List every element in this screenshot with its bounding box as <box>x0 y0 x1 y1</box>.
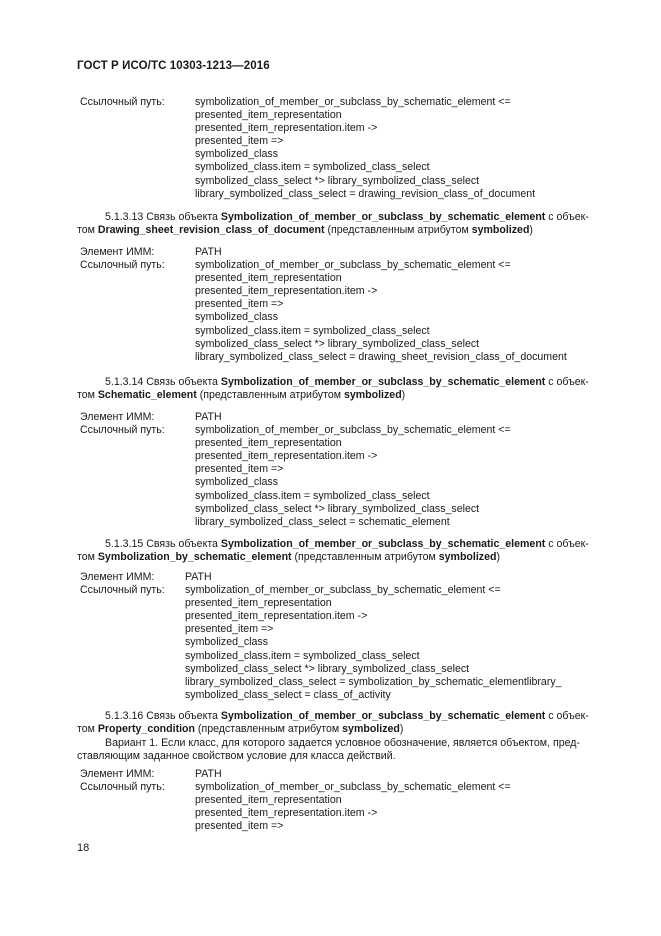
ref-path-line: presented_item_representation <box>195 437 342 450</box>
element-value: PATH <box>195 768 222 780</box>
ref-path-line: presented_item_representation.item -> <box>185 610 368 623</box>
entity-name: Symbolization_of_member_or_subclass_by_schematic_element <box>220 710 546 722</box>
ref-path-line: symbolized_class_select *> library_symbolized_class_select <box>185 662 470 675</box>
attribute-name: symbolized <box>471 224 530 237</box>
ref-path-row <box>77 781 622 794</box>
ref-path-line: symbolized_class <box>195 148 279 161</box>
element-value: PATH <box>195 411 222 423</box>
ref-path-label: Ссылочный путь: <box>80 584 165 597</box>
target-entity-name: Schematic_element <box>97 389 197 402</box>
mapping-block-5-1-3-15 <box>77 571 622 702</box>
attribute-name: symbolized <box>342 723 400 736</box>
ref-path-line: presented_item_representation.item -> <box>195 122 378 135</box>
section-5-1-3-13-heading: 5.1.3.13 Связь объекта Symbolization_of_member_or_subclass_by_schematic_element с объек- том Drawing_sheet_revision_class_of_document (представленным атрибутом symbolized) <box>77 211 589 237</box>
ref-path-line: library_symbolized_class_select = drawing_sheet_revision_class_of_document <box>195 350 567 363</box>
ref-path-line: symbolization_of_member_or_subclass_by_schematic_element <= <box>195 96 511 108</box>
mapping-block-5-1-3-13 <box>77 246 622 364</box>
ref-path-line: presented_item_representation.item -> <box>195 285 378 298</box>
ref-path-line: presented_item_representation <box>195 109 342 122</box>
ref-path-line: symbolized_class.item = symbolized_class_select <box>195 161 430 174</box>
entity-name: Symbolization_of_member_or_subclass_by_schematic_element <box>220 376 546 388</box>
ref-path-row <box>77 96 622 109</box>
element-row <box>77 246 622 259</box>
section-5-1-3-15-heading: 5.1.3.15 Связь объекта Symbolization_of_member_or_subclass_by_schematic_element с объек- том Symbolization_by_schematic_element (представленным атрибутом symbolized) <box>77 538 589 564</box>
ref-path-line: symbolized_class.item = symbolized_class_select <box>195 489 430 502</box>
ref-path-line: symbolization_of_member_or_subclass_by_schematic_element <= <box>195 424 511 437</box>
ref-path-line: presented_item => <box>195 298 284 311</box>
ref-path-line: library_symbolized_class_select = symbolization_by_schematic_elementlibrary_ <box>185 675 562 688</box>
ref-path-line: presented_item_representation <box>185 597 332 610</box>
ref-path-line: symbolized_class.item = symbolized_class_select <box>195 324 430 337</box>
target-entity-name: Symbolization_by_schematic_element <box>97 551 292 564</box>
ref-path-label: Ссылочный путь: <box>80 781 165 794</box>
ref-path-line: symbolized_class_select *> library_symbolized_class_select <box>195 337 480 350</box>
ref-path-line: symbolization_of_member_or_subclass_by_schematic_element <= <box>195 259 511 272</box>
variant-text: Вариант 1. Если класс, для которого задается условное обозначение, является объектом, пред- <box>105 736 580 749</box>
element-label: Элемент ИММ: <box>80 768 155 780</box>
ref-path-row <box>77 424 622 437</box>
section-5-1-3-14-heading: 5.1.3.14 Связь объекта Symbolization_of_member_or_subclass_by_schematic_element с объек- том Schematic_element (представленным атрибутом symbolized) <box>77 376 589 402</box>
ref-path-line: symbolized_class <box>195 311 279 324</box>
ref-path-line: library_symbolized_class_select = schematic_element <box>195 515 450 528</box>
element-label: Элемент ИММ: <box>80 246 155 258</box>
ref-path-label: Ссылочный путь: <box>80 96 165 108</box>
ref-path-line: symbolization_of_member_or_subclass_by_schematic_element <= <box>195 781 511 794</box>
ref-path-line: symbolized_class_select *> library_symbolized_class_select <box>195 174 480 187</box>
ref-path-row <box>77 584 622 597</box>
ref-path-label: Ссылочный путь: <box>80 259 165 272</box>
attribute-name: symbolized <box>343 389 402 402</box>
ref-path-line: symbolized_class.item = symbolized_class_select <box>185 649 420 662</box>
target-entity-name: Drawing_sheet_revision_class_of_document <box>97 224 325 237</box>
ref-path-label: Ссылочный путь: <box>80 424 165 437</box>
element-label: Элемент ИММ: <box>80 411 155 423</box>
ref-path-line: symbolization_of_member_or_subclass_by_schematic_element <= <box>185 584 501 597</box>
ref-path-row <box>77 259 622 272</box>
ref-path-line: presented_item => <box>195 463 284 476</box>
ref-path-line: symbolized_class_select *> library_symbolized_class_select <box>195 502 480 515</box>
element-row <box>77 768 622 781</box>
element-row <box>77 571 622 584</box>
ref-path-block-1 <box>77 96 622 201</box>
attribute-name: symbolized <box>438 551 497 564</box>
ref-path-line: presented_item => <box>195 820 284 833</box>
section-5-1-3-16-heading: 5.1.3.16 Связь объекта Symbolization_of_member_or_subclass_by_schematic_element с объек- том Property_condition (представленным атрибутом symbolized) Вариант 1. Если класс, для которого задается условное обозначение, является объектом, пред- ставляющим заданное свойством условие для класса действий. <box>77 710 589 763</box>
entity-name: Symbolization_of_member_or_subclass_by_schematic_element <box>220 538 546 550</box>
page-number: 18 <box>77 842 90 854</box>
element-row <box>77 411 622 424</box>
element-value: PATH <box>195 246 222 258</box>
document-header: ГОСТ Р ИСО/ТС 10303-1213—2016 <box>77 60 270 72</box>
ref-path-line: presented_item_representation <box>195 272 342 285</box>
element-value: PATH <box>185 571 212 583</box>
mapping-block-5-1-3-14 <box>77 411 622 529</box>
ref-path-line: presented_item_representation.item -> <box>195 450 378 463</box>
mapping-block-5-1-3-16 <box>77 768 622 833</box>
variant-text-cont: ставляющим заданное свойством условие для класса действий. <box>77 750 396 763</box>
ref-path-line: symbolized_class <box>195 476 279 489</box>
ref-path-line: presented_item_representation.item -> <box>195 807 378 820</box>
ref-path-line: symbolized_class_select = class_of_activity <box>185 688 391 701</box>
ref-path-line: library_symbolized_class_select = drawing_revision_class_of_document <box>195 187 536 200</box>
entity-name: Symbolization_of_member_or_subclass_by_schematic_element <box>220 211 546 223</box>
target-entity-name: Property_condition <box>97 723 195 736</box>
element-label: Элемент ИММ: <box>80 571 155 583</box>
ref-path-line: symbolized_class <box>185 636 269 649</box>
ref-path-line: presented_item => <box>195 135 284 148</box>
ref-path-line: presented_item_representation <box>195 794 342 807</box>
ref-path-line: presented_item => <box>185 623 274 636</box>
